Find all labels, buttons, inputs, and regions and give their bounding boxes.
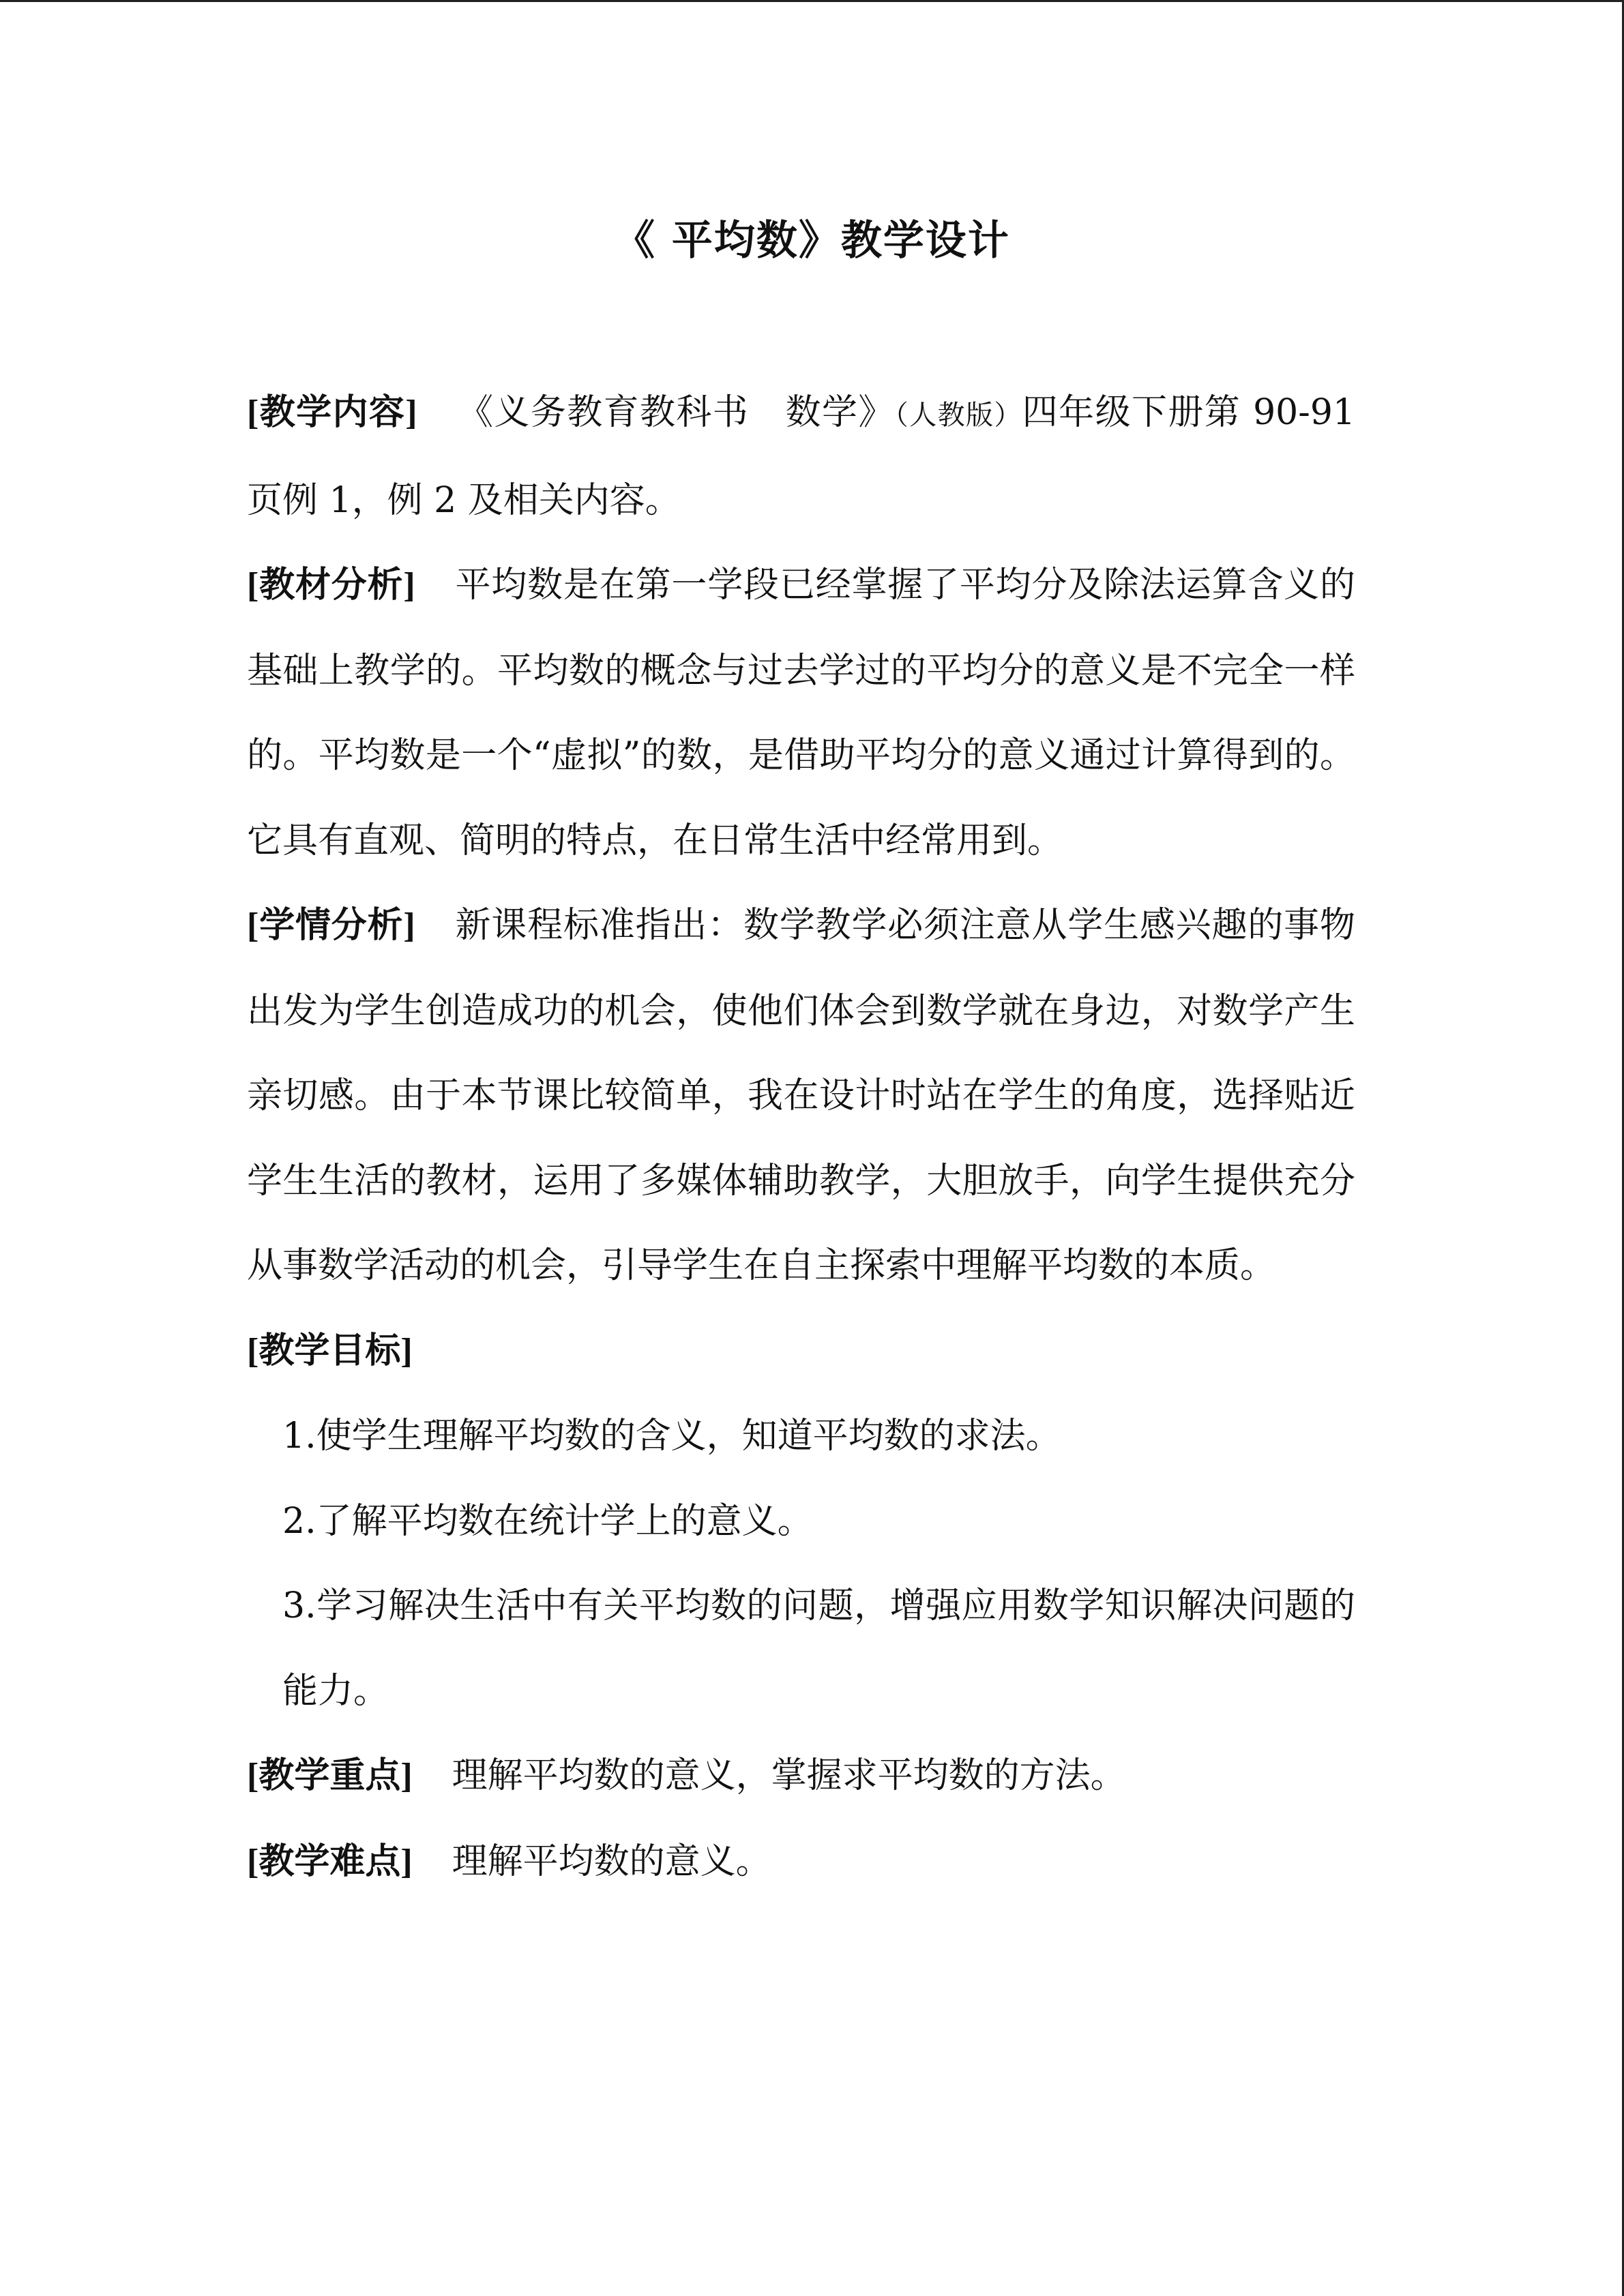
goal-item: 1.使学生理解平均数的含义，知道平均数的求法。 <box>282 1416 1061 1457</box>
section-difficulty <box>247 1819 1355 1905</box>
section-label: [教材分析] <box>247 566 415 605</box>
section-text: 理解平均数的意义，掌握求平均数的方法。 <box>452 1755 1126 1796</box>
section-teaching-goals <box>247 1309 1355 1395</box>
section-text: 四年级下册第 90-91 页例 1，例 2 及相关内容。 <box>247 392 1355 521</box>
section-student-analysis <box>247 883 1355 1309</box>
section-teaching-content <box>247 370 1355 543</box>
section-material-analysis <box>247 543 1355 883</box>
section-text: 新课程标准指出：数学教学必须注意从学生感兴趣的事物出发为学生创造成功的机会，使他们体会到数学就在身边，对数学产生亲切感。由于本节课比较简单，我在设计时站在学生的角度，选择贴近学生生活的教材，运用了多媒体辅助教学，大胆放手，向学生提供充分从事数学活动的机会，引导学生在自主探索中理解平均数的本质。 <box>247 905 1355 1286</box>
section-label: [学情分析] <box>247 906 415 945</box>
goal-item: 2.了解平均数在统计学上的意义。 <box>282 1500 813 1542</box>
edition-note: （人教版） <box>894 400 1022 431</box>
document-body <box>247 370 1355 1905</box>
section-text: 平均数是在第一学段已经掌握了平均分及除法运算含义的基础上教学的。平均数的概念与过去学过的平均分的意义是不完全一样的。平均数是一个“虚拟”的数，是借助平均分的意义通过计算得到的。它具有直观、简明的特点，在日常生活中经常用到。 <box>247 565 1355 861</box>
section-label: [教学重点] <box>247 1757 413 1795</box>
section-label: [教学难点] <box>247 1842 413 1881</box>
section-label: [教学目标] <box>247 1331 413 1371</box>
section-key-point <box>247 1733 1355 1819</box>
section-text: 《义务教育教科书 数学》 <box>456 392 895 433</box>
document-title: 《 平均数》教学设计 <box>614 217 1010 265</box>
section-text: 理解平均数的意义。 <box>452 1840 771 1882</box>
section-label: [教学内容] <box>247 393 417 432</box>
goal-item: 3.学习解决生活中有关平均数的问题，增强应用数学知识解决问题的能力。 <box>282 1585 1355 1712</box>
